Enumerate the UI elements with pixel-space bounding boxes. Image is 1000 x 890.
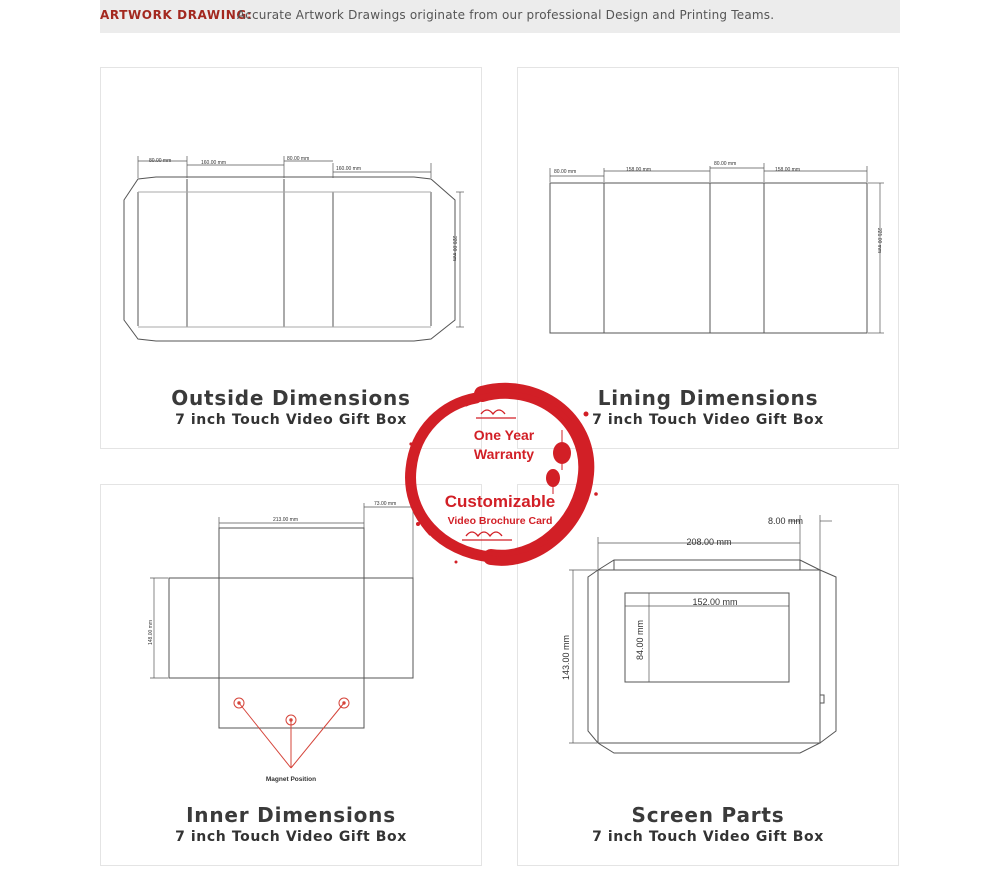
screen-dim-screen-h: 84.00 mm [635,619,645,660]
lining-dim-w2: 158.00 mm [626,167,652,173]
outside-dim-w1: 80.00 mm [149,158,172,164]
panel-title: Lining Dimensions [597,386,819,410]
lining-dim-w3: 80.00 mm [714,161,737,167]
screen-dim-edge: 8.00 mm [768,516,804,526]
panel-subtitle: 7 inch Touch Video Gift Box [175,412,407,428]
badge-line-video-brochure: Video Brochure Card [447,515,553,527]
banner-text: Accurate Artwork Drawings originate from our professional Design and Printing Teams. [237,8,775,22]
inner-dim-tab: 73.00 mm [374,501,397,507]
lining-dim-w4: 158.00 mm [775,167,801,173]
lantern-icon [553,430,571,470]
inner-dim-w: 213.00 mm [273,517,299,523]
badge-line-one-year: One Year [473,427,535,443]
panel-subtitle: 7 inch Touch Video Gift Box [175,829,407,845]
panel-title: Screen Parts [631,803,785,827]
warranty-badge [396,374,606,566]
outside-dim-w4: 160.00 mm [336,166,362,172]
lining-dim-w1: 80.00 mm [554,169,577,175]
outside-dim-h: 220.00 mm [451,236,457,262]
screen-dim-screen-w: 152.00 mm [692,597,738,607]
outside-dim-w2: 160.00 mm [201,160,227,166]
artwork-banner [100,0,900,33]
lantern-icon [546,469,560,494]
banner-label: ARTWORK DRAWING: [100,8,253,22]
inner-dim-h: 148.00 mm [148,619,154,645]
lining-dim-h: 221.00 mm [876,228,882,254]
panel-title: Inner Dimensions [186,803,396,827]
badge-line-customizable: Customizable [444,492,556,511]
panel-subtitle: 7 inch Touch Video Gift Box [592,829,824,845]
outside-dim-w3: 80.00 mm [287,156,310,162]
lining-dimensions-drawing [518,68,898,368]
screen-dim-outer-w: 208.00 mm [686,537,732,547]
magnet-position-label: Magnet Position [265,776,317,783]
badge-line-warranty: Warranty [473,446,535,462]
panel-subtitle: 7 inch Touch Video Gift Box [592,412,824,428]
outside-dimensions-drawing [101,68,481,368]
panel-title: Outside Dimensions [171,386,411,410]
screen-dim-outer-h: 143.00 mm [561,634,571,680]
